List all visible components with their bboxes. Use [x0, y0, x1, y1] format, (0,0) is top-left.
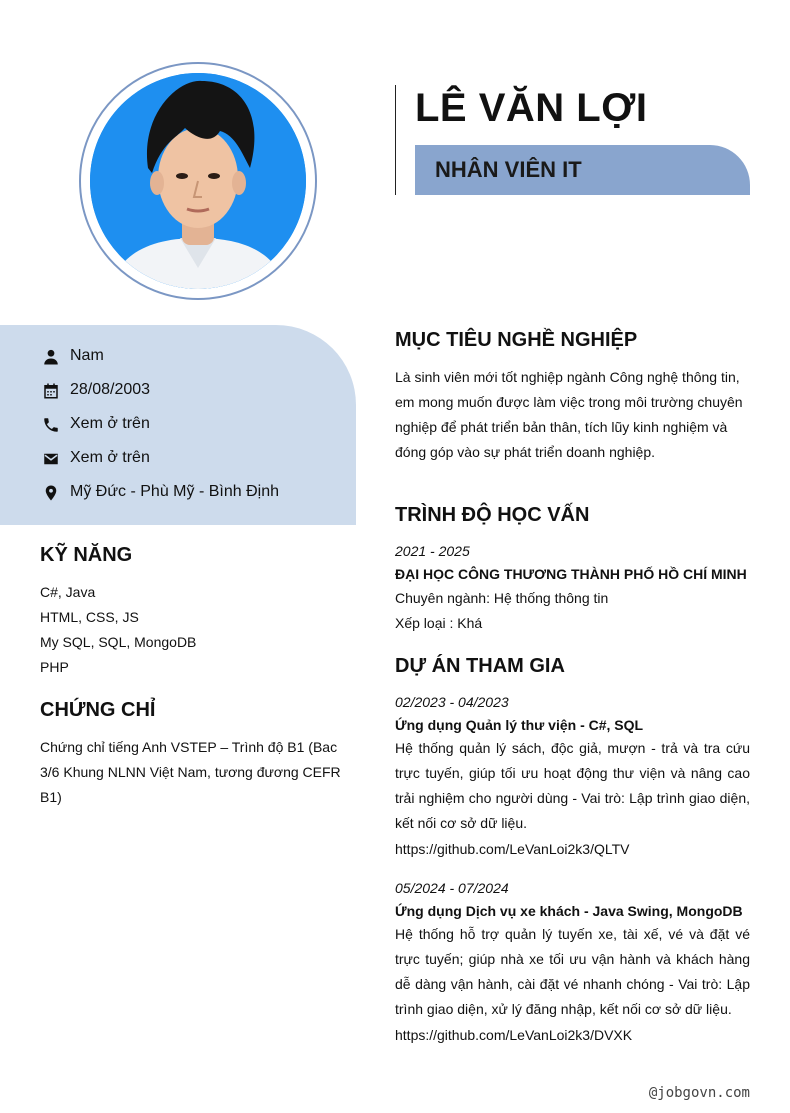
skill-item: HTML, CSS, JS: [40, 609, 139, 625]
contact-gender: [42, 345, 104, 369]
contact-birthdate-text: 28/08/2003: [70, 381, 151, 398]
education-rank: Xếp loại : Khá: [395, 615, 483, 631]
contact-birthdate: [42, 379, 151, 403]
objective-heading: MỤC TIÊU NGHỀ NGHIỆP: [395, 329, 638, 351]
contact-address-text: Mỹ Đức - Phù Mỹ - Bình Định: [70, 483, 279, 500]
certificates-heading: CHỨNG CHỈ: [40, 699, 156, 721]
project-period: 02/2023 - 04/2023: [395, 694, 509, 710]
role-banner: [415, 145, 750, 195]
contact-phone: [42, 413, 150, 437]
skill-item: My SQL, SQL, MongoDB: [40, 634, 197, 650]
contact-address: [42, 481, 279, 505]
avatar-illustration: [90, 73, 306, 289]
skill-item: C#, Java: [40, 584, 96, 600]
certificate-text: Chứng chỉ tiếng Anh VSTEP – Trình độ B1 (Bac 3/6 Khung NLNN Việt Nam, tương đương CEFR B1): [40, 739, 341, 805]
objective-text: Là sinh viên mới tốt nghiệp ngành Công nghệ thông tin, em mong muốn được làm việc trong môi trường chuyên nghiệp để phát triển bản thân, tích lũy kinh nghiệm và đóng góp vào sự phát triển doanh nghiệp.: [395, 369, 743, 460]
calendar-icon: [42, 382, 60, 400]
skill-item: PHP: [40, 659, 69, 675]
phone-icon: [42, 416, 60, 434]
contact-gender-text: Nam: [70, 347, 104, 364]
contact-panel: [0, 325, 356, 525]
project-link[interactable]: https://github.com/LeVanLoi2k3/QLTV: [395, 841, 630, 857]
job-title: NHÂN VIÊN IT: [435, 157, 582, 182]
location-pin-icon: [42, 484, 60, 502]
project-link[interactable]: https://github.com/LeVanLoi2k3/DVXK: [395, 1027, 633, 1043]
education-period: 2021 - 2025: [395, 543, 470, 559]
project-title: Ứng dụng Quản lý thư viện - C#, SQL: [395, 717, 644, 733]
watermark: @jobgovn.com: [648, 1085, 750, 1101]
project-title: Ứng dụng Dịch vụ xe khách - Java Swing, MongoDB: [395, 903, 743, 919]
education-school: ĐẠI HỌC CÔNG THƯƠNG THÀNH PHỐ HỒ CHÍ MINH: [395, 566, 747, 582]
header-divider: [395, 85, 396, 195]
project-description: Hệ thống quản lý sách, độc giả, mượn - trả và tra cứu trực tuyến, giúp tối ưu hoạt động thư viện và nâng cao trải nghiệm cho người dùng - Vai trò: Lập trình giao diện, kết nối cơ sở dữ liệu.: [395, 740, 750, 831]
contact-email: [42, 447, 150, 471]
project-period: 05/2024 - 07/2024: [395, 880, 509, 896]
avatar: [90, 73, 306, 289]
avatar-frame: [79, 62, 317, 300]
candidate-name: LÊ VĂN LỢI: [415, 86, 648, 130]
education-major: Chuyên ngành: Hệ thống thông tin: [395, 590, 609, 606]
person-icon: [42, 348, 60, 366]
education-heading: TRÌNH ĐỘ HỌC VẤN: [395, 504, 590, 526]
contact-email-text: Xem ở trên: [70, 449, 150, 466]
mail-icon: [42, 450, 60, 468]
skills-heading: KỸ NĂNG: [40, 544, 133, 566]
projects-heading: DỰ ÁN THAM GIA: [395, 655, 565, 677]
project-description: Hệ thống hỗ trợ quản lý tuyến xe, tài xế, vé và đặt vé trực tuyến; giúp nhà xe tối ưu vận hành và khách hàng dễ dàng vận hành, cài đặt vé nhanh chóng - Vai trò: Lập trình giao diện, xử lý đăng nhập, kết nối cơ sở dữ liệu.: [395, 926, 750, 1017]
contact-phone-text: Xem ở trên: [70, 415, 150, 432]
